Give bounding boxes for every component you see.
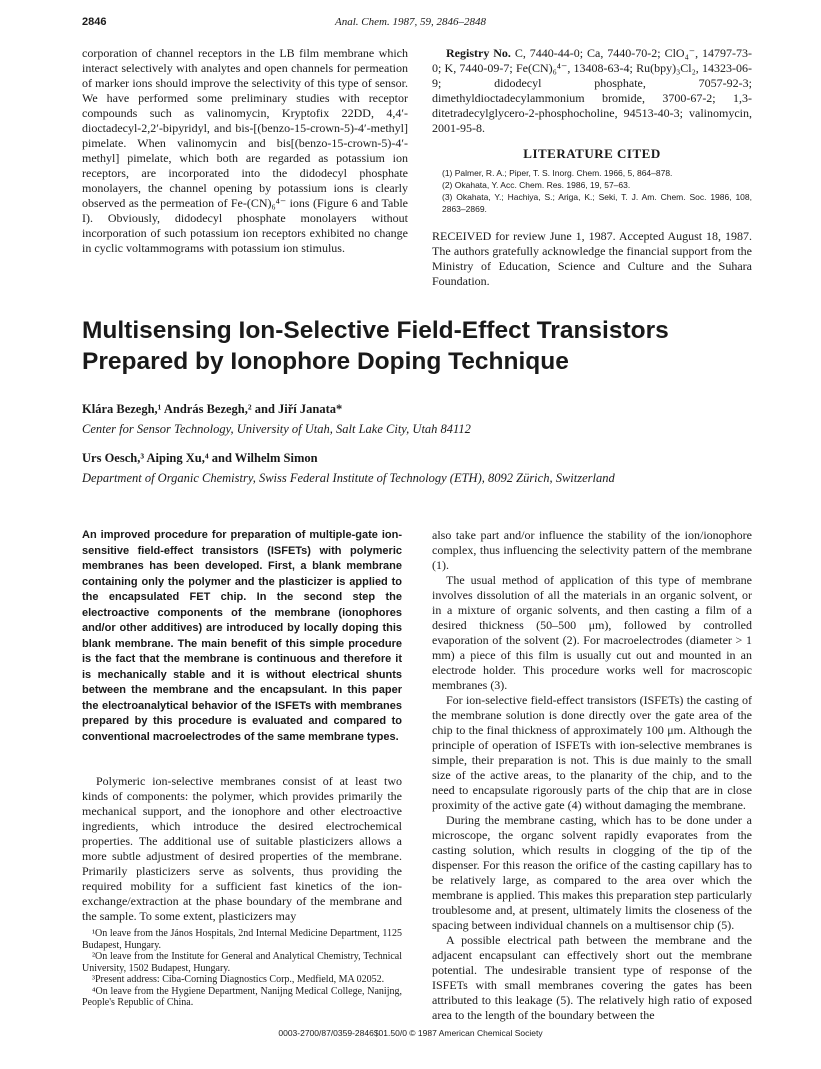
- intro-paragraph: Polymeric ion-selective membranes consist of at least two kinds of components: the polymer, which provides primarily the mechanical support, and the ionophore and other electroactive ingredients, which introduce the desired electrochemical properties. The additional use of suitable plasticizers allows a more subtle adjustment of desired properties of the membrane. Primarily plasticizers serve as solvents, thus providing the required mobility for a sufficient fast kinetics of the ion-exchange/extraction at the phase boundary of the membrane and the sample. To some extent, plasticizers may: [82, 774, 402, 923]
- body-paragraph: also take part and/or influence the stability of the ion/ionophore complex, thus influencing the selectivity pattern of the membrane (1).: [432, 528, 752, 572]
- footnotes: [82, 928, 402, 1009]
- copyright-footer: 0003-2700/87/0359-2846$01.50/0 © 1987 American Chemical Society: [278, 1028, 543, 1038]
- body-right-column: [432, 528, 752, 1023]
- footnote: ⁴On leave from the Hygiene Department, Nanijng Medical College, Nanijng, People's Republic of China.: [82, 985, 402, 1008]
- authors-line-1: Klára Bezegh,¹ András Bezegh,² and Jiří Janata*: [82, 402, 343, 416]
- affiliation-2: Department of Organic Chemistry, Swiss Federal Institute of Technology (ETH), 8092 Zürich, Switzerland: [82, 471, 615, 485]
- literature-cited-heading: LITERATURE CITED: [523, 146, 661, 161]
- received-note: RECEIVED for review June 1, 1987. Accepted August 18, 1987. The authors gratefully acknowledge the financial support from the Ministry of Education, Science and Culture and the Suhara Foundation.: [432, 229, 752, 288]
- registry-numbers: [432, 46, 752, 136]
- page-number: 2846: [82, 16, 107, 28]
- journal-citation: Anal. Chem. 1987, 59, 2846–2848: [335, 16, 486, 28]
- footnote: ¹On leave from the János Hospitals, 2nd Internal Medicine Department, 1125 Budapest, Hungary.: [82, 928, 402, 951]
- body-paragraph: During the membrane casting, which has to be done under a microscope, the organc solvent rapidly evaporates from the casting solution, which results in clogging of the tip of the dispenser. For this reason the orifice of the casting capillary has to be relatively large, as compared to the area over which the membrane is applied. This makes this preparation step particularly troublesome and, at present, ultimately limits the closeness of the spacing between individual channels on a multisensor chip (5).: [432, 813, 752, 932]
- prev-article-right-column: [432, 46, 752, 289]
- abstract: An improved procedure for preparation of multiple-gate ion-sensitive field-effect transistors (ISFETs) with polymeric membranes has been developed. First, a blank membrane containing only the polymer and the plasticizer is applied to the encapsulated FET chip. In the second step the electroactive components of the membrane (ionophores and/or other additives) are introduced by locally doping this blank membrane. The main benefit of this simple procedure is the fact that the membrane is continuous and therefore it is mechanically stable and it is without electrical shunts between the membrane and the encapsulant. In this paper the electroanalytical behavior of the ISFETs with membranes prepared by this procedure is evaluated and compared to conventional macroelectrodes of the same membrane types.: [82, 529, 402, 743]
- body-paragraph: For ion-selective field-effect transistors (ISFETs) the casting of the membrane solution is done directly over the gate area of the chip to the final thickness of approximately 100 μm. Although the principle of operation of ISFETs with ion-selective membranes is simple, their preparation is not. This is due mainly to the small size of the active areas, to the planarity of the chip, and to the need to encapsulate rigorously parts of the chip that are in close proximity of the active gate (4) without damaging the membrane.: [432, 693, 752, 812]
- reference-item: (3) Okahata, Y.; Hachiya, S.; Ariga, K.; Seki, T. J. Am. Chem. Soc. 1986, 108, 2863–2869.: [442, 192, 752, 214]
- registry-text: C, 7440-44-0; Ca, 7440-70-2; ClO₄⁻, 14797-73-0; K, 7440-09-7; Fe(CN)₆⁴⁻, 13408-63-4; Ru(bpy)₃Cl₂, 14323-06-9; didodecyl phosphate, 7057-92-3; dimethyldioctadecylammonium bromide, 3700-67-2; 1,3-ditetradecylglycero-2-phosphocholine, 94513-40-3; valinomycin, 2001-95-8.: [432, 46, 753, 135]
- body-paragraph: A possible electrical path between the membrane and the adjacent encapsulant can effectively short out the membrane potential. The undesirable transient type of response of the ISFETs with small membranes covering the gates has been attributed to this leakage (5). The relatively high ratio of exposed area to the length of the boundary between the: [432, 933, 752, 1022]
- article-title: Multisensing Ion-Selective Field-Effect Transistors Prepared by Ionophore Doping Technique: [82, 317, 669, 375]
- reference-item: (1) Palmer, R. A.; Piper, T. S. Inorg. Chem. 1966, 5, 864–878.: [442, 168, 673, 178]
- intro-left-column: [82, 774, 402, 924]
- registry-label: Registry No.: [446, 46, 511, 60]
- authors-line-2: Urs Oesch,³ Aiping Xu,⁴ and Wilhelm Simon: [82, 451, 318, 465]
- affiliation-1: Center for Sensor Technology, University of Utah, Salt Lake City, Utah 84112: [82, 422, 471, 436]
- reference-list: [432, 167, 752, 215]
- reference-item: (2) Okahata, Y. Acc. Chem. Res. 1986, 19, 57–63.: [442, 180, 631, 190]
- footnote: ³Present address: Ciba-Corning Diagnostics Corp., Medfield, MA 02052.: [92, 974, 385, 985]
- footnote: ²On leave from the Institute for General and Analytical Chemistry, Technical University, 1502 Budapest, Hungary.: [82, 951, 402, 974]
- prev-article-paragraph: corporation of channel receptors in the LB film membrane which interact selectively with analytes and open channels for permeation of marker ions should improve the selectivity of this type of sensor. We have performed some preliminary studies with receptor compounds such as valinomycin, Kryptofix 22DD, 4,4′-dioctadecyl-2,2′-bipyridyl, and bis-[(benzo-15-crown-5)-4′-methyl] pimelate. When valinomycin and bis[(benzo-15-crown-5)-4′-methyl] pimelate, which both are regarded as potassium ion receptors, are incorporated into the didodecyl phosphate monolayers, the channel opening by potassium ions is clearly observed as the permeation of Fe-(CN)₆⁴⁻ ions (Figure 6 and Table I). Obviously, didodecyl phosphate monolayers without incorporation of such potassium ion receptors exhibited no change in cyclic voltammograms with potassium ion stimulus.: [82, 46, 408, 255]
- body-paragraph: The usual method of application of this type of membrane involves dissolution of all the materials in an organic solvent, or in a mixture of organic solvents, and then casting a film of a desired thickness (50–500 μm), followed by controlled evaporation of the solvent (2). For macroelectrodes (diameter > 1 mm) a piece of this film is usually cut out and mounted in an electrode holder. This procedure works well for macroscopic membranes (3).: [432, 573, 752, 692]
- prev-article-left-column: [82, 46, 408, 256]
